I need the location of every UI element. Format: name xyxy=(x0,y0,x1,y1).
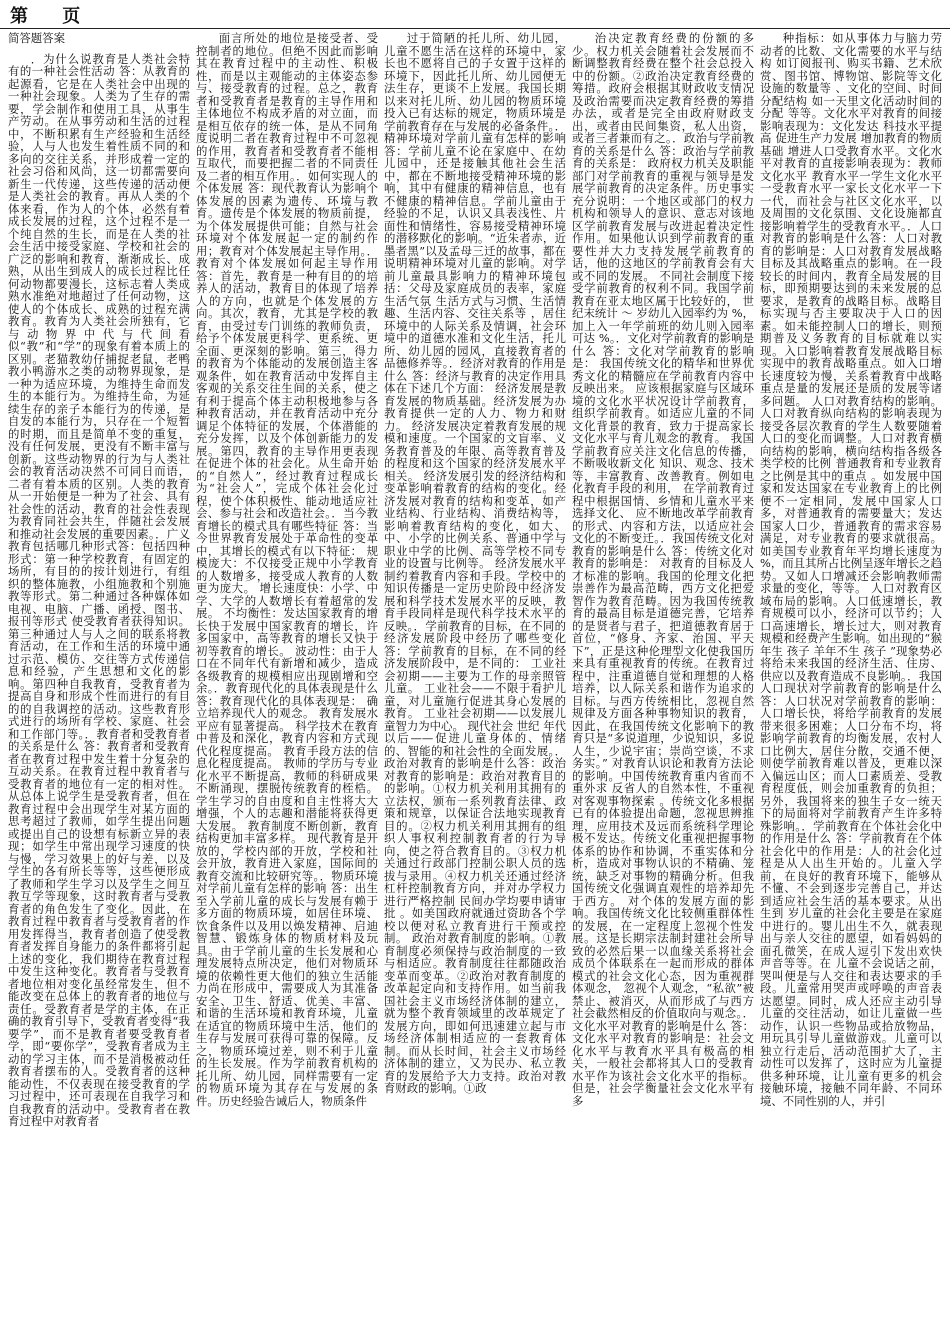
section-title: 简答题答案 xyxy=(8,32,65,45)
column-4-text: 治决定教育经费的份额的多少。权力机关会随着社会发展而不断调整教育经费在整个社会总投入中的份额。②政治决定教育经费的筹措。政府会根据其财政收支情况及政治需要而决定教育经费的筹措办法，或者是完全由政府财政支出，或者由民间集资，私人出资，或者三者兼而有之。．政治与学前教育的关系是什么 答：政治与学前教育的关系是： 政府权力机关及职能部门对学前教育的重视与领导是发展学前教育的决定条件。历史事实充分说明：一个地区或部门的权力机构和领导人的意识、意志对该地区学前教育发展与改进起着决定性作用。如果他认识到学前教育的重要性并大力支持发展学前教育的话，他的这地区的学前教育会有大或不同的发展。 不同社会制度下接受学前教育的权利不同。我国学前教育在亚太地区属于比较好的， 世纪末统计 ～ 岁幼儿入园率约为 %，加上入一年学前班的幼儿则入园率可达 %。．文化对学前教育的影响是什么 答：文化对学前教育的影响是： 我国传统文化的精华和世界优秀文化的精髓应在学前教育内容中反映出来。 应该根据家庭与区域环境的文化水平状况设计学前教育，组织学前教育。如适应儿童的不同文化背景的教育，致力于提高家长文化水平与育儿观念的教育。 我国学前教育应关注文化信息的传播，不断吸收新文化 知识、观念、技术等，丰富教育、改善教育。例如电化教育手段的利用， 在学前教育过程中根据国情、乡情和儿童水平来选择文化、 应不断地改革学前教育的形式、内容和方法，以适应社会文化的不断变迁。．我国传统文化对教育的影响是什么 答：传统文化对教育的影响是： 对教育的目标及人才标准的影响。我国的伦理文化把崇善作为最高范畴，西方文化把爱智作为教育范畴。因为我国传统教育的最高目标是道德完善，它培养的是贤者与君子，把道德教育居于首位，“修身、齐家、治国、平天下”，正是这种伦理型文化使我国历来具有重视教育的传统。在教育过程中，注重道德自觉和理想的人格培养，以人际关系和谐作为追求的目标。与西方传统相比，忽视自然规律及方面各种事物知识的教育，因此，在我国传统文化影响下的教育只是“多说道理，少说知识，多说人生，少说宇宙；崇尚空谈，不求务实。” 对教育认识论和教育方法论的影响。中国传统教育重内省而不重外求 反省人的自然本性，不重视对客观事物探索 。传统文化多根据已有的体验提出命题，忽视思辨推理，应用技术及远而系统科学理论极不发达。传统文化重视把握事物体系的协作和协调，不重实体和分析，造成对事物认识的不精确、笼统，缺乏对事物的精确分析。但我国传统文化强调直观性的培养却先于西方。 对个体的发展方面的影响。我国传统文化比较侧重群体性的发展，在一定程度上忽视个性发展。这是长期宗法制封建社会所导致的必然后果一以血缘关系将社会成员个体联系在一起而形成的群体模式的社会文化心态，因为重视群体观念， 忽视个人观念，“私欲”被禁止、被消灭，从而形成了与西方社会截然相反的价值取向与观念。．文化水平对教育的影响是什么 答：文化水平对教育的影响是：社会文化水平与教育水平具有极高的相关，一般社会都将其人口的受教育水平作为该社会文化水平的指标。但是，社会学衡量社会文化水平有多 xyxy=(572,32,754,1108)
column-2-text: 面言所处的地位是接受者、受控制者的地位。但绝不因此而影响其在教育过程中的主动性、积极性，而是以主观能动的主体姿态参与、接受教育的过程。总之，教育者和受教育者是教育的主导作用和主体地位不构成矛盾的对立面，而是相互依存的统一体，是从不同角度说明二者在教育过程中不可忽视的作用，教育者和受教育者不能相互取代，而要把握二者的不同责任及二者的相互作用。．如何实现人的个体发展 答：现代教育认为影响个体发展的因素为遗传、环境与教育。遗传是个体发展的物质前提，为个体发展提供可能；自然与社会环境对个体发展起一定的制约作用；教育对个体发展起主导作用。．教育对个体发展如何起主导作用 答：首先，教育是一种有目的的培养人的活动，教育目的体现了培养人的方向，也就是个体发展的方向。其次，教育，尤其是学校的教育，由受过专门训练的教师负责，给予个体发展更科学、更系统、更全面、更深刻的影响。第三，得力的教育为个体能动的发展创造主客观条件，如在教育活动中发挥自主客观的关系交往生间的关系，使之有利于提高个体主动积极地参与各种教育活动，并在教育活动中充分调足个体特征的发展，个体潜能的充分发挥，以及个体创新能力的发展。第四，教育的主导作用更表现在促进个体的社会化。从生命开始的“自然人”，经过教育过程成长为“社会人”，完成个体社会化过程，使个体积极性、能动地适应社会、参与社会和改造社会。．当今教育增长的模式具有哪些特征 答：当今世界教育发展处于革命性的变革中，其增长的模式有以下特征： 规模庞大：不仅接受正规中小学教育的人数增多，接受成人教育的人数更为庞大。 增长速度快：小学、中学、大学的人数增长有着超常的发展。 不均衡性：发达国家教育的增长快于发展中国家教育的增长，许多国家中，高等教育的增长又快于初等教育的增长。 波动性：由于人口在不同年代有新增和减少，造成各级教育的规模相应出现剧增和空余。．教育现代化的具体表现是什么 答：教育现代化的具体表现是： 确立培养现代人的观念。 教育发展水平应有显著提高。 科学技术在教育中普及和深化，教育内容和方式现代化程度提高。 教育手段方法的信息化程度提高。 教师的学历与专业化水平不断提高，教师的科研成果不断涌现，摆脱传统教育的桎梏。 学生学习的自由度和自主性将大大增强，个人的志趣和潜能将获得更大发展。 教育制度不断创新，教育结构更加丰富多样。 现代教育是开放的，学校内部的开放，学校和社会开放，教育进入家庭，国际间的教育交流和比较研究等。．物质环境对学前儿童有怎样的影响 答：出生至入学前儿童的成长与发展有赖于多方面的物质环境，如居住环境、饮食条件以及用以焕发精神、启迪智慧、锻炼身体的物质材料及玩具。由于学前儿童的生长发展和心理发展特点所决定，他们对物质环境的依赖性更大他们的独立生活能力尚在形成中，需要成人为其准备安全、卫生、舒适、优美、丰富、和谐的生活环境和教育环境，儿童在适宜的物质环境中生活，他们的生存与发展可获得可靠的保障。反之，物质环境过差，则不利于儿童的生长发展。作为学前教育机构的托儿所、幼儿园，同样需要有一定的物质环境为其存在与发展的条件。历史经验告诫后人，物质条件 xyxy=(196,32,378,1108)
column-1-text: ．为什么说教育是人类社会特有的一种社会性活动 答：从教育的起源看，它是在人类社会中出现的一种社会现象。人类为了生存的需要，学会制作和使用工具，从事生产劳动。在从事劳动和生活的过程中，不断积累有生产经验和生活经验，人与人也发生着性质不同的和多向的交往关系，并形成着一定的社会习俗和风尚，这一切都需要向新生一代传递，这些传递的活动便是人类社会的教育。再从人类的个体来看，作为人的个体，必然有着成长发展的过程，这个过程不是一个纯自然的生长，而是在人类的社会生活中接受家庭、学校和社会的广泛的影响和教育，渐渐成长、成熟，从出生到成人的成长过程比任何动物都要漫长，这标志着人类成熟水准绝对地超过了任何动物，这使人的个体成长、成熟的过程充满教育。教育为人类社会所独有，它与动物界中代与代间看似“教”和“学”的现象有着本质上的区别。老猫教幼仔捕捉老鼠，老鸭教小鸭游水之类的动物界现象，是一种为适应环境，为维持生命而发生的本能行为。为维持生命，为延续生存的亲子本能行为的传递，是自发的本能行为，只存在一个短暂的时期，而且是简单不变的重复，没有任何发展，更没有不断丰富与创新。这些动物界的行为与人类社会的教育活动决然不可同日而语，二者有着本质的区别。人类的教育从一开始便是一种为了社会、具有社会性的活动，教育的社会性表现为教育同社会共生，伴随社会发展和推动社会发展的重要因素。．广义教育包括哪几种形式答：包括四种形式：第一种学校教育，有固定的场所，有目的的按计划进行，有组织的整体施教，小组施教和个别施教等形式。第二种通过各种媒体如电视、电脑、广播、函授、图书、报刊等形式 使受教育者获得知识。第三种通过人与人之间的联系将教育活动，在工作和生活的环境中通过示范、模仿、交往等方式传递信息和经验，产生思想和文化的影响。第四种自我教育，受教育者为提高自身和形成个性而进行的有目的的自我调控的活动。这些教育形式进行的场所有学校、家庭、社会和工作部门等。．教育者和受教育者的关系是什么 答：教育者和受教育者在教育过程中发生着十分复杂的互动关系。在教育过程中教育者与受教育者的地位有一定的相对性。从总体上说学生是受教育者，但在教育过程中会出现学生对某方面的思考超过了教师，如学生提出问题或提出自己的设想有标新立异的表现；如学生中常出现学习速度的快与慢，学习效果上的好与差，以及学生的各有所长等等，这些便形成了教师和学生学习以及学生之间互教互学等现象，这时教育者与受教育者的角色发生了变化。因此，在教育过程中教育者与受教育者的作用发挥得当，教育者创造了使受教育者发挥自身能力的条件都将引起上述的变化，我们期待在教育过程中发生这种变化。教育者与受教育者地位相对变化虽经常发生，但不能改变在总体上的教育者的地位与责任。受教育者是学的主体，在正确的教育引导下，受教育者变得“我要学”，而不是教育者要受教育者学，即“要你学”，受教育者成为主动的学习主体，而不是消极被动任教育者摆布的人。受教育者的这种能动性，不仅表现在接受教育的学习过程中，还可表现在自我学习和自我教育的活动中。受教育者在教育过程中对教育者 xyxy=(8,51,190,1128)
column-3-text: 过于简陋的托儿所、幼儿园，儿童不愿生活在这样的环境中，家长也不愿将自己的子女置于这样的环境下，因此托儿所、幼儿园便无法生存，更谈不上发展。我国长期以来对托儿所、幼儿园的物质环境投入已有达标的规定，物质环境是学前教育存在与发展的必备条件。．精神环境对学前儿童有怎样的影响 答：学前儿童不论在家庭中、在幼儿园中，还是接触其他社会生活中，都在不断地接受精神环境的影响，其中有健康的精神信息，也有不健康的精神信息。学前儿童由于经验的不足，认识又具表浅性、片面性和情绪性，容易接受精神环境的潜移默化的影响。“近朱者赤，近墨者黑”以及孟母三迁的故事，都在说明精神环境对儿童的影响。对学前儿童最具影响力的精神环境包括：父母及家庭成员的表率，家庭生活气氛 生活方式与习惯、生活情趣、生活内容、交往关系等 ，居住环境中的人际关系及情调，社会环境中的道德水准和文化生活，托儿所、幼儿园的园风，直接教育者的品德修养等。．经济对教育的作用是什么 答：经济与教育的决定作用具体在下述几个方面： 经济发展是教育发展的物质基础。经济发展为办教育提供一定的人力、物力和财力。 经济发展决定着教育发展的规模和速度。一个国家的文盲率、义务教育普及的年限、高等教育普及的程度和这个国家的经济发展水平相关。 经济发展引发的经济结构和变革影响着教育的结构的变化。经济发展对教育的结构和变革，如产业结构、行业结构、消费结构等，影响着教育结构的变化，如大、中、小学的比例关系、普通中学与职业中学的比例、高等学校不同专业的设置与比例等。 经济发展水平制约着教育内容和手段。学校中的知识传播是一定历史阶段中经济发展和科学技术发展水平的反映，教育手段同样是现代科学技术水平的反映。．学前教育的目标，在不同的经济发展阶段中经历了哪些变化 答：学前教育的目标，在不同的经济发展阶段中，是不同的： 工业社会初期——主要为工作的母亲照管儿童。 工业社会——不限于看护儿童，对儿童施行促进其身心发展的教育。 工业社会初期——以发展儿童智力为中心。 现代社会 世纪 年代以后——促进儿童身体的、情绪的、智能的和社会性的全面发展。．政治对教育的影响是什么答：政治对教育的影响是：政治对教育目的的影响。①权力机关利用其拥有的立法权，颁布一系列教育法律、政策和规章，以保证合法地实现教育目的。②权力机关利用其拥有的组织人事权利控制教育者的行为导向，使之符合教育目的。③权力机关通过行政部门控制公职人员的选拔与录用。④权力机关还通过经济杠杆控制教育方向，并对办学权力进行严格控制 民间办学均要申请审批 。如美国政府就通过资助各个学校以便对私立教育进行干预或控制。 政治对教育制度的影响。①教育制度必须保持与政治制度的一致与相适应。教育制度往往都随政治变革而变革。②政治对教育制度的改革起定向和支持作用。如当前我国社会主义市场经济体制的建立，就为整个教育领域里的改革规定了发展方向，即如何迅速建立起与市场经济体制相适应的一套教育体制。而从长时间，社会主义市场经济体制的建立，又为民办、私立教育的发展给予大力支持。政治对教育财政的影响。①政 xyxy=(384,32,566,1095)
column-3 xyxy=(384,32,566,1338)
column-4 xyxy=(572,32,754,1338)
column-2 xyxy=(196,32,378,1338)
column-5 xyxy=(760,32,942,1338)
text-columns xyxy=(8,32,942,1338)
page-header xyxy=(0,0,950,29)
page-title: 第 页 xyxy=(10,6,95,27)
column-5-text: 种指标：如从事体力与脑力劳动者的比数、文化需要的水平与结构 如订阅报刊、购买书籍、艺术欣赏、图书馆、博物馆、影院等文化设施的数量等 、文化的空间、时间分配结构 如一天里文化活动时间的分配 等等。文化水平对教育的间接影响表现为：文化发达 科技水平提高 促进生产力发展 增加教育的物质基础 增进人口受教育水平。文化水平对教育的直接影响表现为：教师文化水平 教育水平一学生文化水平一受教育水平一家长文化水平一下一代，而社会与社区文化水平，以及周围的文化氛围、文化设施都直接影响着学生的受教育水平。．人口对教育的影响是什么答：人口对教育的影响是：人口对教育发展战略目标及其战略重点的影响。在一段较长的时间内，教育全局发展的目标，即预期要达到的未来发展的总要求，是教育的战略目标。战略目标实现与否主要取决于人口的因素。如未能控制人口的增长，则预期普及义务教育的目标就难以实现。入口影响着教育发展战略目标实现中的教育战略重点。如入口增长速度较为慢，关系着教育中战略重点是量的发展还是质的发展等诸多问题。 人口对教育结构的影响。人口对教育纵向结构的影响表现为接受各层次教育的学生人数要随着人口的变化而调整。人口对教育横向结构的影响，横向结构指各级各类学校的比例 普通教育和专业教育之比例是其中的重点 。如发展中国家和发达国家在专业教育上的比例便不一定相同，发展中国家人口多，对普通教育的需要量大；发达国家人口少，普通教育的需求容易满足，对专业教育的要求就很高。如美国专业教育年平均增长速度为 %，而且其所占比例呈逐年增长之趋势。又如人口增减还会影响教师需求量的变化，等等。 人口对教育区域布局的影响。人口低速增长，教育规模可以小，经济可以节约；人口高速增长，增长过大，则对教育规模和经费产生影响。如出现的“猴年生 孩子 羊年不生 孩子 ”现象势必将给未来我国的经济生活、住房、供应以及教育造成不良影响。．我国人口现状对学前教育的影响是什么 答：人口状况对学前教育的影响：人口增长快，将给学前教育的发展带来很多困难；人口分布不均，将影响学前教育的均衡发展，农村人口比例大，居住分散，交通不便，则使学前教育难以普及，更难以深入偏远山区；而人口素质差、受教育程度低，则会加重教育的负担；另外，我国将来的独生子女一统天下的局面将对学前教育产生许多特殊影响。．学前教育在个体社会化中的作用是什么 答：学前教育在个体社会化中的作用是：人的社会化过程是从人出生开始的。儿童入学前，在良好的教育环境下，能够从不懂、不会到逐步完善自己，并达到适应社会生活的基本要求。从出生到 岁儿童的社会化主要是在家庭中进行的。婴儿出生不久，就表现出与亲人交往的愿望，如看妈妈的面孔微笑，在成人逗引下发出欢快声音等等。在 儿童不会说话之前，哭叫便是与人交往和表达要求的手段。儿童常用哭声或呼唤的声音表达愿望。同时，成人还应主动引导儿童的交往活动，如让儿童做一些动作，认识一些物品或拾放物品，用玩具引导儿童做游戏。儿童可以独立行走后，活动范围扩大了，主动性可以发挥了，这时应为儿童提供多种环境，让儿童有更多的机会接触环境，接触不同年龄、不同环境、不同性别的人，并引 xyxy=(760,32,942,1108)
column-1 xyxy=(8,32,190,1338)
